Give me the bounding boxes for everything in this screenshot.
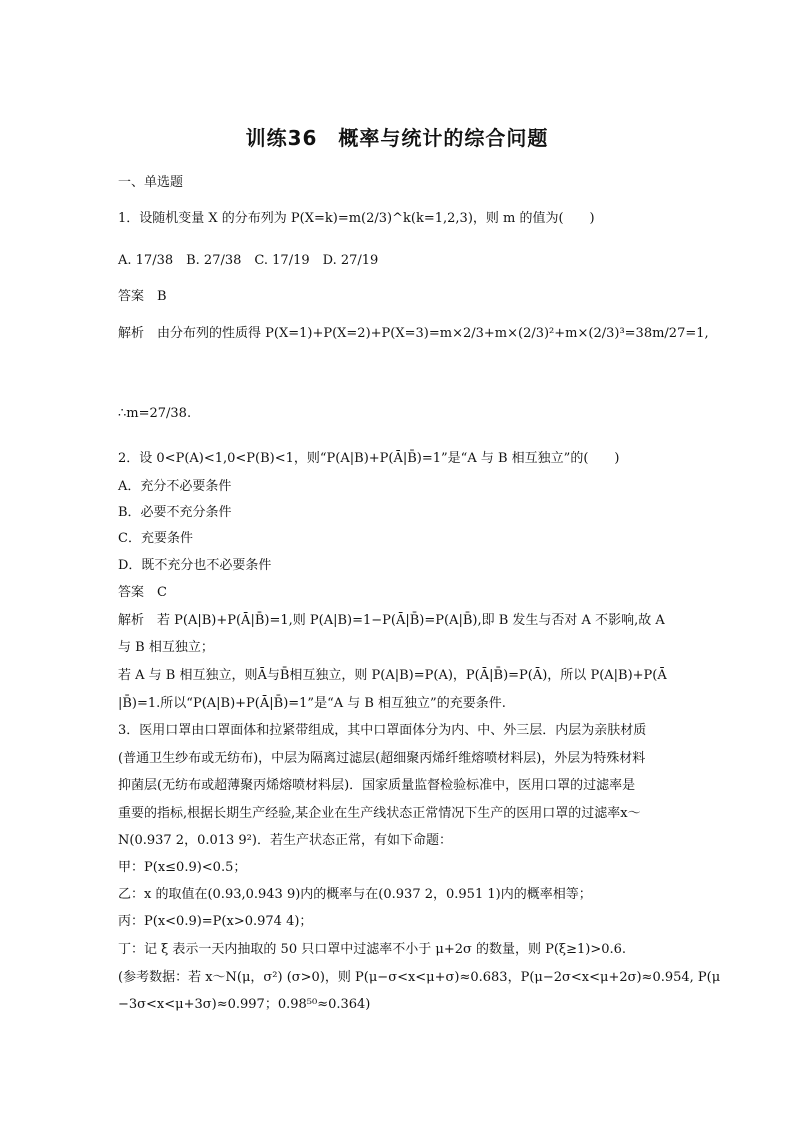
q3-proposition-jia: 甲：P(x≤0.9)<0.5； bbox=[118, 860, 247, 875]
q2-analysis-1: 解析 若 P(A|B)+P(Ā|B̄)=1,则 P(A|B)=1−P(Ā|B̄)=P(A|B̄),即 B 发生与否对 A 不影响,故 A bbox=[118, 613, 665, 628]
q3-line-3: 抑菌层(无纺布或超薄聚丙烯熔喷材料层)．国家质量监督检验标准中，医用口罩的过滤率是 bbox=[118, 778, 636, 793]
q1-options: A. 17/38 B. 27/38 C. 17/19 D. 27/19 bbox=[118, 253, 379, 268]
section-heading: 一、单选题 bbox=[118, 175, 184, 190]
q1-result: ∴m=27/38. bbox=[118, 406, 192, 421]
q1-analysis: 解析 由分布列的性质得 P(X=1)+P(X=2)+P(X=3)=m×2/3+m×(2/3)²+m×(2/3)³=38m/27=1, bbox=[118, 326, 709, 341]
q2-stem: 2．设 0<P(A)<1,0<P(B)<1，则“P(A|B)+P(Ā|B̄)=1”是“A 与 B 相互独立”的( ) bbox=[118, 451, 620, 466]
q3-reference-1: (参考数据：若 x～N(μ，σ²) (σ>0)，则 P(μ−σ<x<μ+σ)≈0.683，P(μ−2σ<x<μ+2σ)≈0.954, P(μ bbox=[118, 970, 721, 985]
q2-option-c: C．充要条件 bbox=[118, 531, 193, 546]
q2-option-d: D．既不充分也不必要条件 bbox=[118, 558, 272, 573]
q3-proposition-yi: 乙：x 的取值在(0.93,0.943 9)内的概率与在(0.937 2，0.951 1)内的概率相等； bbox=[118, 887, 592, 902]
page-title: 训练36 概率与统计的综合问题 bbox=[245, 126, 549, 150]
q2-analysis-4: |B̄)=1.所以“P(A|B)+P(Ā|B̄)=1”是“A 与 B 相互独立”的充要条件. bbox=[118, 696, 506, 711]
q3-reference-2: −3σ<x<μ+3σ)≈0.997；0.98⁵⁰≈0.364) bbox=[118, 997, 371, 1012]
q2-analysis-2: 与 B 相互独立； bbox=[118, 640, 214, 655]
q1-stem: 1．设随机变量 X 的分布列为 P(X=k)=m(2/3)^k(k=1,2,3)，则 m 的值为( ) bbox=[118, 211, 595, 226]
q2-answer: 答案 C bbox=[118, 585, 167, 600]
q1-answer: 答案 B bbox=[118, 289, 167, 304]
q3-line-1: 3．医用口罩由口罩面体和拉紧带组成，其中口罩面体分为内、中、外三层．内层为亲肤材质 bbox=[118, 723, 647, 738]
q3-line-4: 重要的指标,根据长期生产经验,某企业在生产线状态正常情况下生产的医用口罩的过滤率x～ bbox=[118, 806, 641, 821]
q2-option-b: B．必要不充分条件 bbox=[118, 505, 232, 520]
q3-proposition-bing: 丙：P(x<0.9)=P(x>0.974 4)； bbox=[118, 914, 313, 929]
q3-line-5: N(0.937 2，0.013 9²)．若生产状态正常，有如下命题： bbox=[118, 833, 452, 848]
q2-analysis-3: 若 A 与 B 相互独立，则Ā与B̄相互独立，则 P(A|B)=P(A)，P(Ā|B̄)=P(Ā)，所以 P(A|B)+P(Ā bbox=[118, 668, 667, 683]
q3-proposition-ding: 丁：记 ξ 表示一天内抽取的 50 只口罩中过滤率不小于 μ+2σ 的数量，则 P(ξ≥1)>0.6. bbox=[118, 942, 627, 957]
q3-line-2: (普通卫生纱布或无纺布)，中层为隔离过滤层(超细聚丙烯纤维熔喷材料层)，外层为特殊材料 bbox=[118, 751, 646, 766]
q2-option-a: A．充分不必要条件 bbox=[118, 479, 232, 494]
